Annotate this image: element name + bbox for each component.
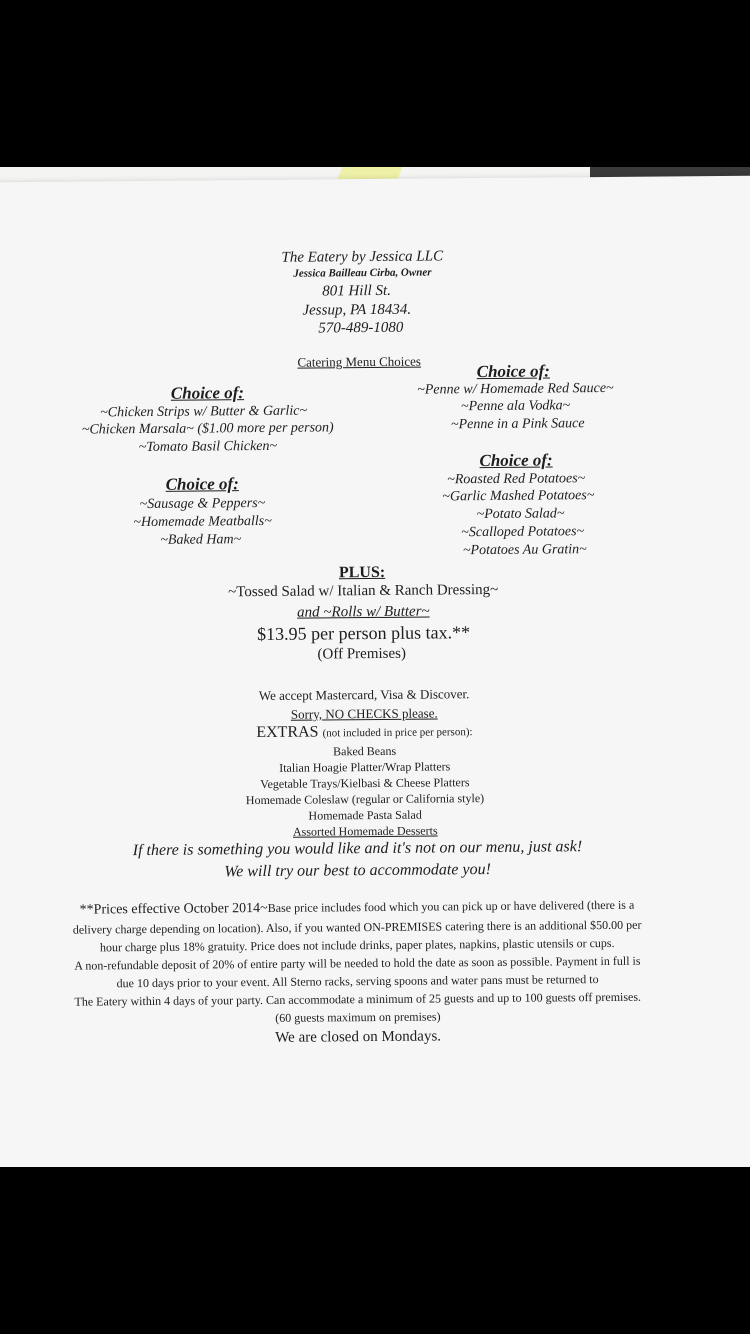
potato-item-4: ~Scalloped Potatoes~: [461, 524, 585, 541]
phone-number: 570-489-1080: [318, 319, 404, 337]
menu-sheet: [0, 176, 750, 1167]
chicken-item-3: ~Tomato Basil Chicken~: [138, 438, 278, 456]
plus-heading: PLUS:: [338, 563, 386, 582]
extras-item-2: Italian Hoagie Platter/Wrap Platters: [279, 759, 451, 775]
document-photo: [0, 167, 750, 1167]
extras-heading-note: (not included in price per person):: [322, 726, 473, 740]
closed-mondays: We are closed on Mondays.: [275, 1028, 442, 1046]
sticky-note-edge: [338, 167, 402, 179]
owner-name: Jessica Bailleau Cirba, Owner: [293, 266, 432, 280]
note-line-7: (60 guests maximum on premises): [275, 1009, 441, 1025]
note-line-1-text: Base price includes food which you can pick up or have delivered (there is a: [267, 897, 635, 915]
plus-salad: ~Tossed Salad w/ Italian & Ranch Dressing~: [228, 581, 499, 601]
extras-item-1: Baked Beans: [333, 743, 397, 759]
potato-item-2: ~Garlic Mashed Potatoes~: [442, 488, 595, 505]
note-line-2: delivery charge depending on location). Also, if you wanted ON-PREMISES catering there is an additional $50.00 per: [72, 917, 642, 937]
pasta-item-3: ~Penne in a Pink Sauce: [450, 416, 585, 433]
extras-item-5: Homemade Pasta Salad: [308, 807, 422, 823]
off-premises: (Off Premises): [317, 645, 407, 663]
city-address: Jessup, PA 18434.: [302, 301, 412, 319]
potato-item-5: ~Potatoes Au Gratin~: [462, 542, 587, 559]
extras-item-6: Assorted Homemade Desserts: [292, 823, 438, 839]
note-line-3: hour charge plus 18% gratuity. Price does not include drinks, paper plates, napkins, plastic utensils or cups.: [99, 935, 615, 955]
potato-item-3: ~Potato Salad~: [476, 506, 565, 523]
meat-item-1: ~Sausage & Peppers~: [139, 495, 266, 513]
chicken-item-1: ~Chicken Strips w/ Butter & Garlic~: [100, 403, 308, 421]
choice-heading-pasta: Choice of:: [476, 361, 550, 382]
price-per-person: $13.95 per person plus tax.**: [256, 622, 471, 645]
potato-item-1: ~Roasted Red Potatoes~: [447, 471, 586, 488]
note-lead: **Prices effective October 2014~: [79, 900, 268, 918]
pasta-item-1: ~Penne w/ Homemade Red Sauce~: [417, 380, 614, 398]
note-line-4: A non-refundable deposit of 20% of entire party will be needed to hold the date as soon as possible. Payment in full is: [74, 953, 641, 973]
menu-title: Catering Menu Choices: [297, 353, 421, 370]
note-line-6: The Eatery within 4 days of your party. Can accommodate a minimum of 25 guests and up to 100 guests off premises.: [74, 989, 642, 1009]
extras-heading-line: [256, 722, 472, 742]
street-address: 801 Hill St.: [322, 282, 392, 300]
ask-line-1: If there is something you would like and it's not on our menu, just ask!: [132, 838, 583, 860]
pasta-item-2: ~Penne ala Vodka~: [460, 398, 571, 415]
choice-heading-potato: Choice of:: [479, 450, 553, 471]
payment-accepted: We accept Mastercard, Visa & Discover.: [258, 686, 470, 704]
plus-rolls: and ~Rolls w/ Butter~: [297, 603, 430, 621]
choice-heading-meat: Choice of:: [165, 474, 239, 494]
ask-line-2: We will try our best to accommodate you!: [224, 860, 491, 881]
note-line-1: [80, 898, 635, 919]
meat-item-3: ~Baked Ham~: [160, 532, 242, 548]
extras-item-3: Vegetable Trays/Kielbasi & Cheese Platters: [260, 775, 470, 792]
note-line-5: due 10 days prior to your event. All Sterno racks, serving spoons and water pans must be returned to: [116, 972, 599, 991]
extras-item-4: Homemade Coleslaw (regular or California style): [245, 791, 485, 808]
no-checks-notice: Sorry, NO CHECKS please.: [290, 705, 438, 722]
chicken-item-2: ~Chicken Marsala~ ($1.00 more per person): [81, 420, 334, 438]
meat-item-2: ~Homemade Meatballs~: [133, 513, 272, 531]
extras-heading: EXTRAS: [256, 723, 319, 742]
choice-heading-chicken: Choice of:: [170, 383, 245, 403]
business-name: The Eatery by Jessica LLC: [281, 248, 444, 266]
